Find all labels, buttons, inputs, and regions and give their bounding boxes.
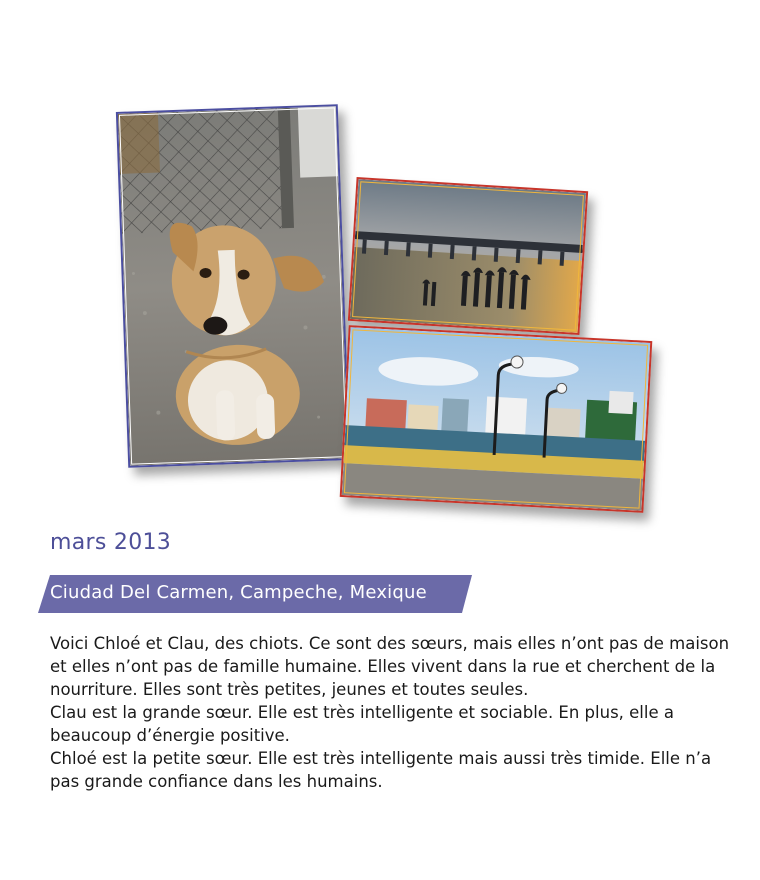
location-label: Ciudad Del Carmen, Campeche, Mexique: [50, 582, 427, 603]
paragraph-clau: Clau est la grande sœur. Elle est très intelligente et sociable. En plus, elle a beaucoup d’énergie positive.: [50, 703, 674, 745]
bridge-photo: [348, 177, 588, 335]
paragraph-intro: Voici Chloé et Clau, des chiots. Ce sont des sœurs, mais elles n’ont pas de maison et elles n’ont pas de famille humaine. Elles vivent dans la rue et cherchent de la nourriture. Elles sont très petites, jeunes et toutes seules.: [50, 634, 730, 699]
waterfront-photo: [340, 325, 653, 513]
article-body: [50, 632, 730, 793]
puppy-photo: [116, 104, 350, 468]
article-date: mars 2013: [50, 530, 172, 555]
paragraph-chloe: Chloé est la petite sœur. Elle est très intelligente mais aussi très timide. Elle n’a pas grande confiance dans les humains.: [50, 749, 712, 791]
